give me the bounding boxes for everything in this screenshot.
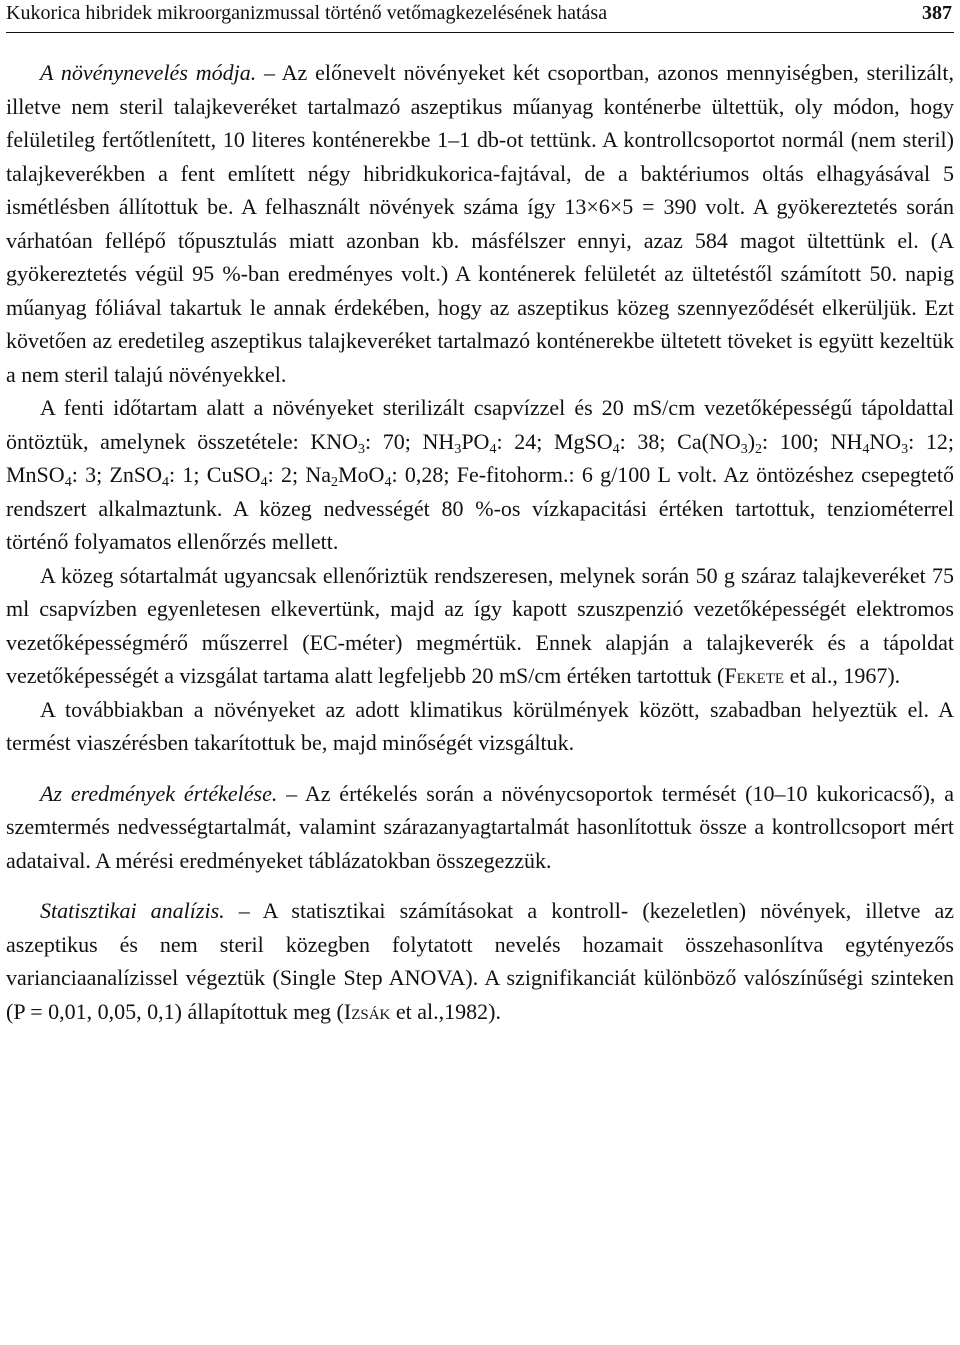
text-run: A közeg sótartalmát ugyancsak ellenőriztük rendszeresen, melynek során 50 g száraz talajkeveréket 75 ml csapvízben egyenletesen elkevertünk, majd az így kapott szuszpenzió vezetőképességét elektromos vezetőképességmérő műszerrel (EC-méter) megmértük. Ennek alapján a talajkeverék és a tápoldat vezetőképességét a vizsgálat tartama alatt legfeljebb 20 mS/cm értéken tartottuk ( [6, 562, 954, 688]
paragraph-evaluation [6, 777, 954, 878]
paragraph-plant-growing [6, 56, 954, 391]
subscript: 4 [612, 441, 620, 457]
section-heading-statistics: Statisztikai analízis. [40, 898, 225, 923]
subscript: 3 [358, 441, 366, 457]
section-heading-plant-growing: A növénynevelés módja. [40, 60, 257, 85]
text-run: : 38; Ca(NO [619, 428, 741, 454]
subscript: 2 [755, 441, 763, 457]
heading-dash: – [256, 60, 282, 85]
paragraph-text: A továbbiakban a növényeket az adott klimatikus körülmények között, szabadban helyeztük el. A termést viaszérésben takarítottuk be, majd minőségét vizsgáltuk. [6, 696, 954, 755]
paragraph-harvest [6, 693, 954, 760]
text-run: A statisztikai számításokat a kontroll- (kezeletlen) növények, illetve az aszeptikus és nem steril közegben folytatott nevelés hozamait összehasonlítva egytényezős varianciaanalízissel végeztük (Single Step ANOVA). A szignifikanciát különböző valószínűségi szinteken (P = 0,01, 0,05, 0,1) állapítottuk meg ( [6, 898, 954, 1024]
paragraph-text: Az értékelés során a növénycsoportok termését (10–10 kukoricacső), a szemtermés nedvességtartalmát, valamint szárazanyagtartalmát hasonlítottuk össze a kontrollcsoport mért adataival. A mérési eredményeket táblázatokban összegezzük. [6, 780, 955, 873]
heading-dash: – [277, 780, 305, 806]
running-header [6, 0, 954, 33]
text-run: : 0,28; Fe-fitohorm.: 6 g/100 L volt. Az öntözéshez csepegtető rendszert alkalmaztunk. A közeg nedvességét 80 %-os vízkapacitási értéken tartottuk, tenziométerrel történő folyamatos ellenőrzés mellett. [6, 462, 954, 554]
article-body [6, 56, 954, 1028]
text-run: : 12; MnSO [6, 428, 954, 487]
section-heading-evaluation: Az eredmények értékelése. [40, 780, 278, 806]
text-run: et al., 1967). [784, 663, 901, 688]
text-run: : 3; ZnSO [71, 462, 163, 487]
subscript: 4 [862, 441, 870, 457]
text-run: A fenti időtartam alatt a növényeket sterilizált csapvízzel és 20 mS/cm vezetőképességű tápoldattal öntöztük, amelynek összetétele: KNO [6, 395, 954, 454]
text-run: : 24; MgSO [496, 428, 613, 454]
paragraph-statistics [6, 894, 954, 1028]
text-run: : 100; NH [762, 428, 863, 454]
subscript: 4 [260, 475, 268, 490]
subscript: 4 [64, 475, 72, 490]
page-number: 387 [922, 2, 952, 24]
heading-dash: – [224, 898, 263, 923]
subscript: 3 [901, 441, 909, 457]
text-run: : 2; Na [267, 462, 331, 487]
subscript: 3 [740, 441, 748, 457]
subscript: 4 [384, 475, 392, 490]
citation-author: Izsák [343, 998, 391, 1024]
subscript: 4 [162, 475, 170, 490]
paragraph-irrigation [6, 391, 954, 559]
citation-author: Fekete [724, 663, 785, 688]
text-run: MoO [338, 462, 385, 487]
text-run: : 1; CuSO [169, 462, 261, 487]
paragraph-text: Az előnevelt növényeket két csoportban, azonos mennyiségben, sterilizált, illetve nem steril talajkeveréket tartalmazó aszeptikus műanyag konténerbe ültettük, oly módon, hogy felületileg fertőtlenített, 10 literes konténerekbe 1–1 db-ot tettünk. A kontrollcsoportot normál (nem steril) talajkeverékben a fent említett négy hibridkukorica-fajtával, de a baktériumos oltás elhagyásával 5 ismétlésben állítottuk be. A felhasznált növények száma így 13×6×5 = 390 volt. A gyökereztetés során várhatóan fellépő tőpusztulás miatt azonban kb. másfélszer ennyi, azaz 584 magot ültettünk el. (A gyökereztetés végül 95 %-ban eredményes volt.) A konténerek felületét az ültetéstől számított 50. napig műanyag fóliával takartuk le annak érdekében, hogy az aszeptikus közeg szennyeződését elkerüljük. Ezt követően az eredetileg aszeptikus talajkeveréket tartalmazó konténerekbe ültetett töveket is együtt kezeltük a nem steril talajú növényekkel. [6, 60, 955, 387]
paragraph-salt-content [6, 559, 954, 693]
running-title: Kukorica hibridek mikroorganizmussal történő vetőmagkezelésének hatása [6, 2, 608, 24]
text-run: ) [747, 428, 756, 454]
text-run: : 70; NH [365, 428, 455, 454]
text-run: NO [869, 428, 902, 454]
subscript: 3 [454, 441, 462, 457]
subscript: 2 [331, 475, 338, 490]
text-run: PO [461, 428, 490, 454]
subscript: 4 [489, 441, 497, 457]
text-run: et al.,1982). [390, 998, 501, 1024]
